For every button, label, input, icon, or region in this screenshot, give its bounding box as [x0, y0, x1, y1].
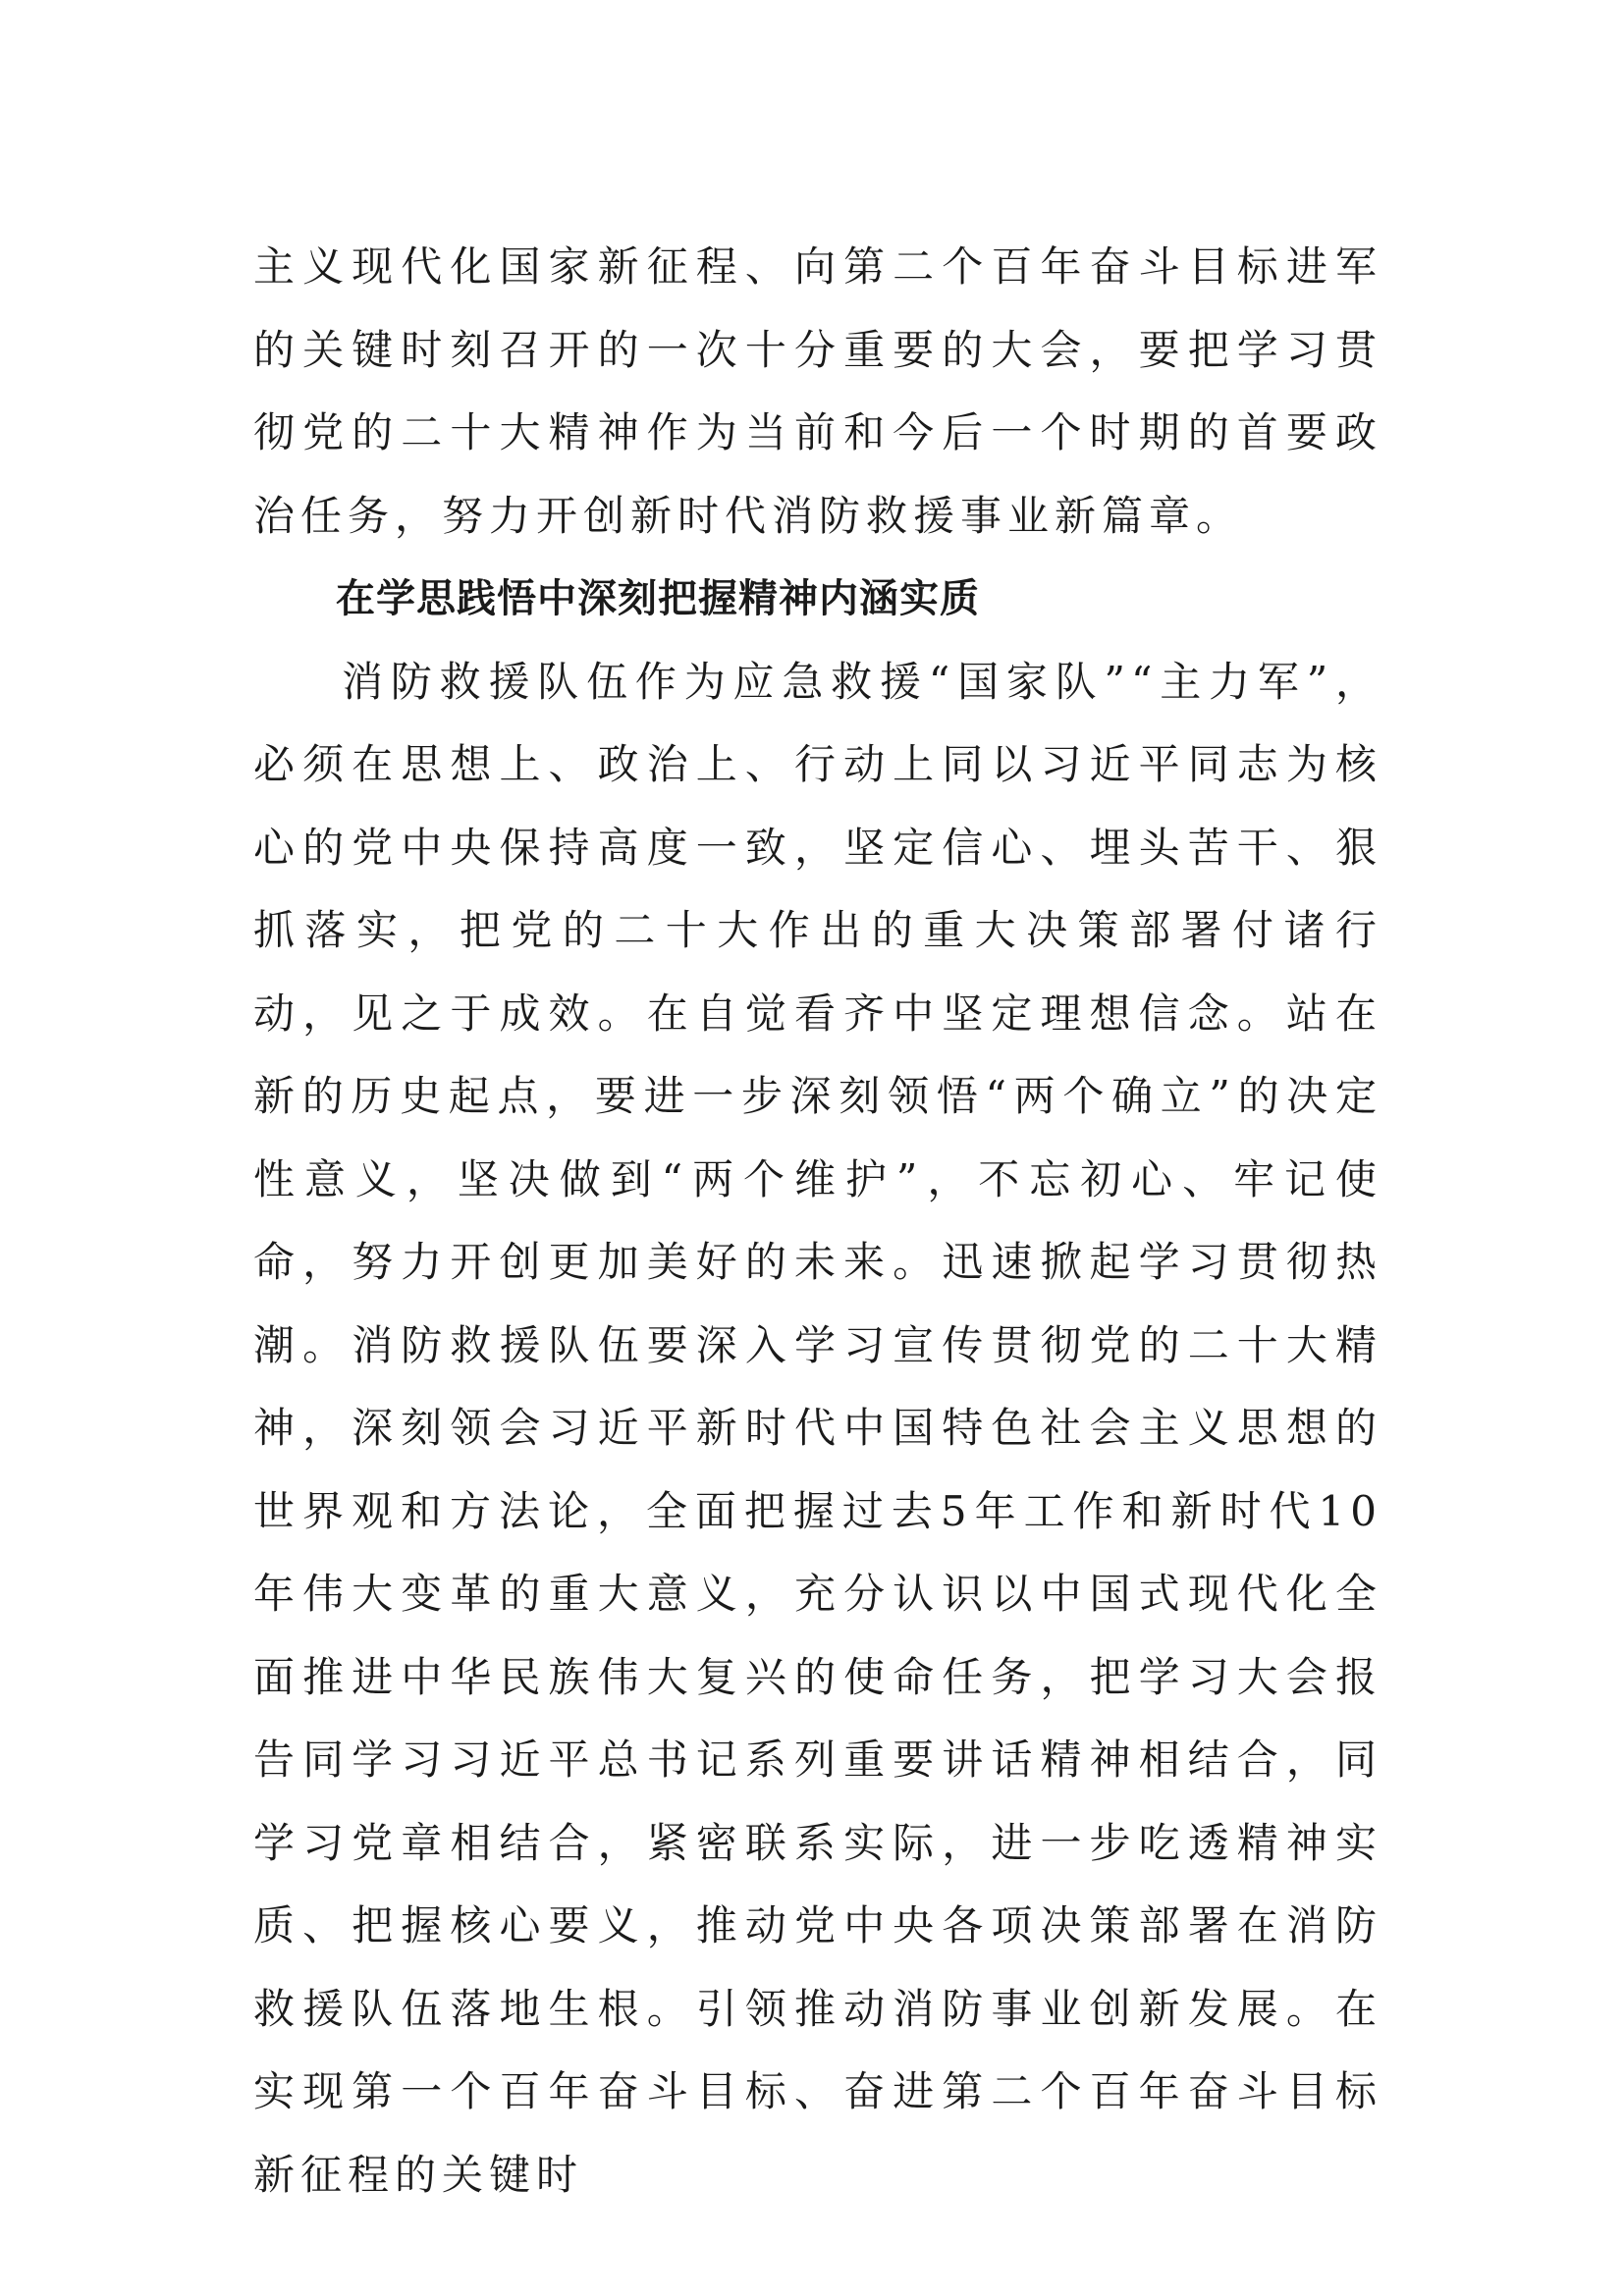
body-paragraph-2: 消防救援队伍作为应急救援“国家队”“主力军”，必须在思想上、政治上、行动上同以习近平同志为核心的党中央保持高度一致，坚定信心、埋头苦干、狠抓落实，把党的二十大作出的重大决策部署付诸行动，见之于成效。在自觉看齐中坚定理想信念。站在新的历史起点，要进一步深刻领悟“两个确立”的决定性意义，坚决做到“两个维护”，不忘初心、牢记使命，努力开创更加美好的未来。迅速掀起学习贯彻热潮。消防救援队伍要深入学习宣传贯彻党的二十大精神，深刻领会习近平新时代中国特色社会主义思想的世界观和方法论，全面把握过去5年工作和新时代10年伟大变革的重大意义，充分认识以中国式现代化全面推进中华民族伟大复兴的使命任务，把学习大会报告同学习习近平总书记系列重要讲话精神相结合，同学习党章相结合，紧密联系实际，进一步吃透精神实质、把握核心要义，推动党中央各项决策部署在消防救援队伍落地生根。引领推动消防事业创新发展。在实现第一个百年奋斗目标、奋进第二个百年奋斗目标新征程的关键时 — [253, 657, 1382, 2199]
document-body — [253, 226, 1382, 2216]
section-heading: 在学思践悟中深刻把握精神内涵实质 — [336, 576, 980, 621]
body-paragraph-1: 主义现代化国家新征程、向第二个百年奋斗目标进军的关键时刻召开的一次十分重要的大会，要把学习贯彻党的二十大精神作为当前和今后一个时期的首要政治任务，努力开创新时代消防救援事业新篇章。 — [253, 242, 1382, 540]
